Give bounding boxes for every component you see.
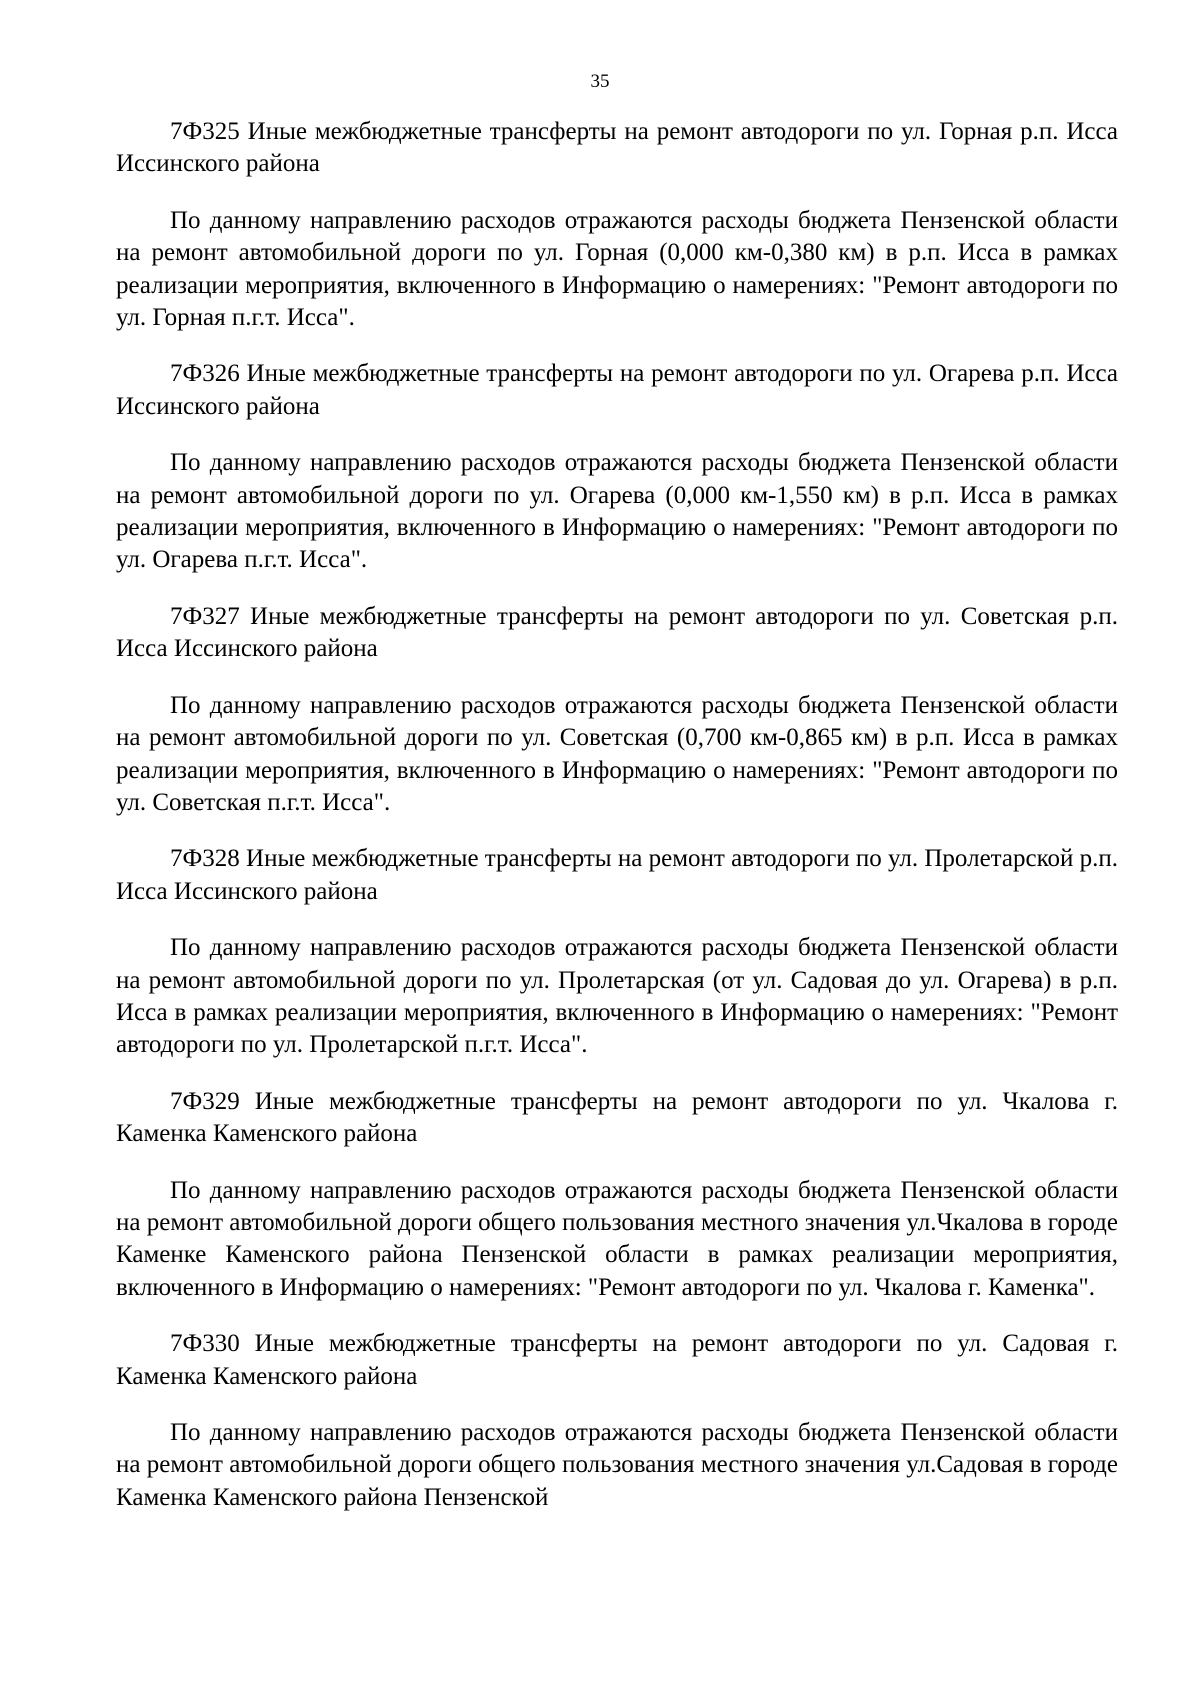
section-body-7f327: По данному направлению расходов отражаются расходы бюджета Пензенской области на ремонт автомобильной дороги по ул. Советская (0,700 км-0,865 км) в р.п. Исса в рамках реализации мероприятия, включенного в Информацию о намерениях: "Ремонт автодороги по ул. Советская п.г.т. Исса". xyxy=(116,691,1118,816)
section-body-7f328: По данному направлению расходов отражаются расходы бюджета Пензенской области на ремонт автомобильной дороги по ул. Пролетарская (от ул. Садовая до ул. Огарева) в р.п. Исса в рамках реализации мероприятия, включенного в Информацию о намерениях: "Ремонт автодороги по ул. Пролетарской п.г.т. Исса". xyxy=(116,934,1118,1059)
section-heading-7f329: 7Ф329 Иные межбюджетные трансферты на ремонт автодороги по ул. Чкалова г. Каменка Каменского района xyxy=(116,1087,1118,1148)
section-heading-7f328: 7Ф328 Иные межбюджетные трансферты на ремонт автодороги по ул. Пролетарской р.п. Исса Иссинского района xyxy=(116,845,1118,905)
section-heading-7f327: 7Ф327 Иные межбюджетные трансферты на ремонт автодороги по ул. Советская р.п. Исса Иссинского района xyxy=(116,602,1118,663)
page-number: 35 xyxy=(590,71,610,92)
section-body-7f330: По данному направлению расходов отражаются расходы бюджета Пензенской области на ремонт автомобильной дороги общего пользования местного значения ул.Садовая в городе Каменка Каменского района Пензенской xyxy=(116,1419,1118,1511)
document-content xyxy=(116,116,1118,1538)
section-body-7f325: По данному направлению расходов отражаются расходы бюджета Пензенской области на ремонт автомобильной дороги по ул. Горная (0,000 км-0,380 км) в р.п. Исса в рамках реализации мероприятия, включенного в Информацию о намерениях: "Ремонт автодороги по ул. Горная п.г.т. Исса". xyxy=(116,206,1118,332)
section-body-7f326: По данному направлению расходов отражаются расходы бюджета Пензенской области на ремонт автомобильной дороги по ул. Огарева (0,000 км-1,550 км) в р.п. Исса в рамках реализации мероприятия, включенного в Информацию о намерениях: "Ремонт автодороги по ул. Огарева п.г.т. Исса". xyxy=(116,449,1118,574)
section-heading-7f326: 7Ф326 Иные межбюджетные трансферты на ремонт автодороги по ул. Огарева р.п. Исса Иссинского района xyxy=(116,360,1118,420)
section-heading-7f330: 7Ф330 Иные межбюджетные трансферты на ремонт автодороги по ул. Садовая г. Каменка Каменского района xyxy=(116,1330,1118,1390)
section-body-7f329: По данному направлению расходов отражаются расходы бюджета Пензенской области на ремонт автомобильной дороги общего пользования местного значения ул.Чкалова в городе Каменке Каменского района Пензенской области в рамках реализации мероприятия, включенного в Информацию о намерениях: "Ремонт автодороги по ул. Чкалова г. Каменка". xyxy=(116,1176,1118,1301)
section-heading-7f325: 7Ф325 Иные межбюджетные трансферты на ремонт автодороги по ул. Горная р.п. Исса Иссинского района xyxy=(116,118,1118,178)
